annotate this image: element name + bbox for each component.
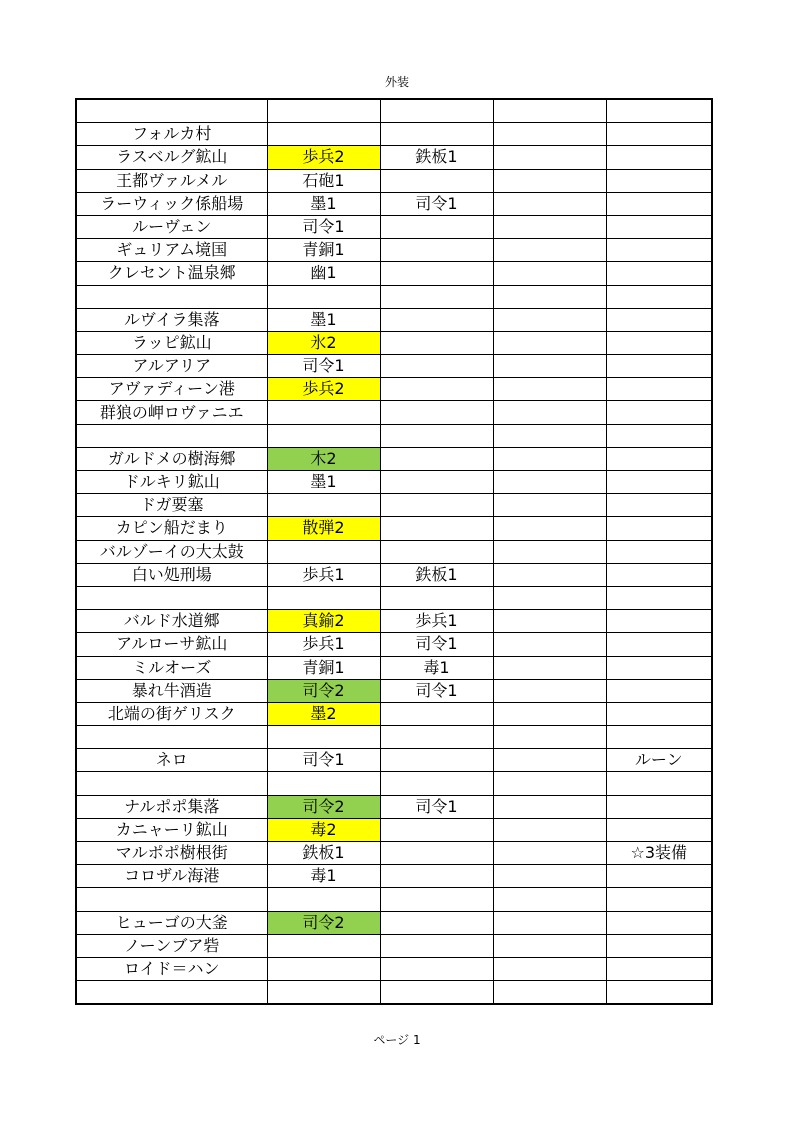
value-cell[interactable] (493, 355, 606, 378)
value-cell[interactable] (380, 401, 493, 424)
value-cell[interactable] (493, 957, 606, 980)
value-cell[interactable] (606, 308, 712, 331)
value-cell[interactable] (493, 865, 606, 888)
table-row (76, 540, 712, 563)
value-cell[interactable]: 司令1 (380, 633, 493, 656)
value-cell[interactable] (606, 447, 712, 470)
table-row (76, 749, 712, 772)
value-cell[interactable] (606, 146, 712, 169)
value-cell[interactable] (606, 192, 712, 215)
value-cell[interactable]: 歩兵1 (267, 563, 380, 586)
location-name-cell[interactable] (76, 285, 267, 308)
value-cell[interactable] (380, 749, 493, 772)
value-cell[interactable] (606, 123, 712, 146)
location-name-cell[interactable] (76, 424, 267, 447)
value-cell[interactable]: 毒1 (380, 656, 493, 679)
value-cell[interactable] (493, 586, 606, 609)
table-row (76, 401, 712, 424)
value-cell[interactable] (493, 818, 606, 841)
table-row (76, 331, 712, 354)
value-cell[interactable] (493, 239, 606, 262)
table-row (76, 981, 712, 1005)
value-cell[interactable] (493, 633, 606, 656)
value-cell[interactable]: 真鍮2 (267, 610, 380, 633)
value-cell[interactable] (380, 818, 493, 841)
table-row (76, 471, 712, 494)
value-cell[interactable] (267, 540, 380, 563)
value-cell[interactable] (493, 192, 606, 215)
value-cell[interactable] (606, 702, 712, 725)
value-cell[interactable] (606, 726, 712, 749)
value-cell[interactable] (493, 285, 606, 308)
table-row (76, 934, 712, 957)
value-cell[interactable]: 木2 (267, 447, 380, 470)
value-cell[interactable] (493, 99, 606, 123)
value-cell[interactable]: 鉄板1 (267, 842, 380, 865)
value-cell[interactable] (606, 169, 712, 192)
value-cell[interactable] (493, 981, 606, 1005)
location-name-cell[interactable]: 王都ヴァルメル (76, 169, 267, 192)
location-name-cell[interactable]: ドガ要塞 (76, 494, 267, 517)
value-cell[interactable] (380, 911, 493, 934)
value-cell[interactable] (380, 285, 493, 308)
value-cell[interactable]: 司令1 (267, 355, 380, 378)
value-cell[interactable] (606, 633, 712, 656)
table-row (76, 656, 712, 679)
value-cell[interactable] (493, 169, 606, 192)
value-cell[interactable] (606, 355, 712, 378)
location-name-cell[interactable]: カピン船だまり (76, 517, 267, 540)
value-cell[interactable] (380, 540, 493, 563)
value-cell[interactable] (606, 888, 712, 911)
value-cell[interactable]: ☆3装備 (606, 842, 712, 865)
value-cell[interactable] (380, 99, 493, 123)
location-name-cell[interactable]: 群狼の岬ロヴァニエ (76, 401, 267, 424)
location-name-cell[interactable]: 北端の街ゲリスク (76, 702, 267, 725)
value-cell[interactable] (493, 842, 606, 865)
value-cell[interactable] (493, 262, 606, 285)
value-cell[interactable] (267, 981, 380, 1005)
value-cell[interactable] (606, 818, 712, 841)
value-cell[interactable] (380, 494, 493, 517)
location-name-cell[interactable] (76, 726, 267, 749)
table-row (76, 726, 712, 749)
value-cell[interactable] (606, 262, 712, 285)
value-cell[interactable]: 司令1 (267, 749, 380, 772)
table-row (76, 610, 712, 633)
location-name-cell[interactable]: ガルドメの樹海郷 (76, 447, 267, 470)
location-name-cell[interactable]: バルゾーイの大太鼓 (76, 540, 267, 563)
table-row (76, 772, 712, 795)
table-row (76, 99, 712, 123)
value-cell[interactable]: 歩兵1 (267, 633, 380, 656)
value-cell[interactable]: 歩兵2 (267, 378, 380, 401)
value-cell[interactable] (606, 656, 712, 679)
location-name-cell[interactable]: ロイド＝ハン (76, 957, 267, 980)
location-name-cell[interactable] (76, 99, 267, 123)
value-cell[interactable]: 司令2 (267, 795, 380, 818)
value-cell[interactable] (267, 957, 380, 980)
value-cell[interactable] (606, 471, 712, 494)
value-cell[interactable]: 鉄板1 (380, 563, 493, 586)
table-row (76, 192, 712, 215)
value-cell[interactable] (493, 308, 606, 331)
value-cell[interactable] (380, 702, 493, 725)
value-cell[interactable] (493, 401, 606, 424)
value-cell[interactable] (493, 934, 606, 957)
value-cell[interactable] (606, 239, 712, 262)
value-cell[interactable]: 墨1 (267, 192, 380, 215)
table-row (76, 494, 712, 517)
value-cell[interactable]: 毒1 (267, 865, 380, 888)
value-cell[interactable]: 青銅1 (267, 239, 380, 262)
table-row (76, 679, 712, 702)
location-name-cell[interactable] (76, 981, 267, 1005)
table-row (76, 586, 712, 609)
value-cell[interactable] (380, 308, 493, 331)
value-cell[interactable]: 歩兵2 (267, 146, 380, 169)
value-cell[interactable] (380, 517, 493, 540)
sheet-title: 外装 (384, 75, 409, 89)
location-name-cell[interactable]: アヴァディーン港 (76, 378, 267, 401)
value-cell[interactable] (493, 424, 606, 447)
location-name-cell[interactable]: バルド水道郷 (76, 610, 267, 633)
value-cell[interactable] (380, 215, 493, 238)
value-cell[interactable]: 墨1 (267, 471, 380, 494)
location-name-cell[interactable]: アルローサ鉱山 (76, 633, 267, 656)
table-row (76, 795, 712, 818)
table-row (76, 146, 712, 169)
value-cell[interactable] (267, 123, 380, 146)
value-cell[interactable] (493, 749, 606, 772)
location-name-cell[interactable]: フォルカ村 (76, 123, 267, 146)
location-name-cell[interactable]: アルアリア (76, 355, 267, 378)
value-cell[interactable] (380, 331, 493, 354)
value-cell[interactable]: ルーン (606, 749, 712, 772)
value-cell[interactable] (493, 911, 606, 934)
value-cell[interactable] (606, 563, 712, 586)
value-cell[interactable] (380, 123, 493, 146)
value-cell[interactable] (380, 934, 493, 957)
location-name-cell[interactable]: クレセント温泉郷 (76, 262, 267, 285)
location-name-cell[interactable]: ネロ (76, 749, 267, 772)
value-cell[interactable] (606, 401, 712, 424)
table-row (76, 123, 712, 146)
table-row (76, 239, 712, 262)
value-cell[interactable]: 散弾2 (267, 517, 380, 540)
table-row (76, 262, 712, 285)
value-cell[interactable] (493, 540, 606, 563)
value-cell[interactable]: 司令1 (267, 215, 380, 238)
location-name-cell[interactable]: ルヴイラ集落 (76, 308, 267, 331)
value-cell[interactable] (380, 726, 493, 749)
value-cell[interactable] (606, 772, 712, 795)
value-cell[interactable] (267, 401, 380, 424)
value-cell[interactable] (606, 331, 712, 354)
table-row (76, 818, 712, 841)
value-cell[interactable] (606, 981, 712, 1005)
value-cell[interactable] (380, 888, 493, 911)
table-row (76, 842, 712, 865)
value-cell[interactable]: 氷2 (267, 331, 380, 354)
value-cell[interactable]: 石砲1 (267, 169, 380, 192)
value-cell[interactable] (267, 285, 380, 308)
value-cell[interactable] (380, 586, 493, 609)
page-footer: ページ 1 (373, 1033, 421, 1047)
value-cell[interactable] (380, 981, 493, 1005)
value-cell[interactable]: 毒2 (267, 818, 380, 841)
location-name-cell[interactable]: コロザル海港 (76, 865, 267, 888)
location-name-cell[interactable]: 白い処刑場 (76, 563, 267, 586)
value-cell[interactable]: 司令1 (380, 795, 493, 818)
value-cell[interactable] (380, 471, 493, 494)
table-row (76, 424, 712, 447)
location-name-cell[interactable]: ヒューゴの大釜 (76, 911, 267, 934)
value-cell[interactable] (493, 123, 606, 146)
value-cell[interactable] (267, 726, 380, 749)
location-name-cell[interactable]: ドルキリ鉱山 (76, 471, 267, 494)
table-row (76, 378, 712, 401)
table-row (76, 888, 712, 911)
value-cell[interactable] (267, 99, 380, 123)
value-cell[interactable]: 司令2 (267, 679, 380, 702)
value-cell[interactable]: 鉄板1 (380, 146, 493, 169)
location-name-cell[interactable]: ラスベルグ鉱山 (76, 146, 267, 169)
value-cell[interactable] (380, 378, 493, 401)
value-cell[interactable] (606, 285, 712, 308)
location-name-cell[interactable]: マルポポ樹根街 (76, 842, 267, 865)
value-cell[interactable] (493, 146, 606, 169)
table-row (76, 285, 712, 308)
value-cell[interactable] (606, 424, 712, 447)
value-cell[interactable] (267, 424, 380, 447)
value-cell[interactable] (380, 239, 493, 262)
value-cell[interactable] (493, 679, 606, 702)
value-cell[interactable] (493, 702, 606, 725)
value-cell[interactable]: 歩兵1 (380, 610, 493, 633)
location-name-cell[interactable]: ギュリアム境国 (76, 239, 267, 262)
value-cell[interactable]: 司令1 (380, 679, 493, 702)
table-row (76, 169, 712, 192)
value-cell[interactable] (267, 494, 380, 517)
value-cell[interactable] (606, 378, 712, 401)
value-cell[interactable] (493, 215, 606, 238)
value-cell[interactable] (606, 934, 712, 957)
value-cell[interactable] (493, 888, 606, 911)
value-cell[interactable] (380, 262, 493, 285)
table-row (76, 957, 712, 980)
table-row (76, 702, 712, 725)
location-name-cell[interactable]: ミルオーズ (76, 656, 267, 679)
value-cell[interactable] (606, 865, 712, 888)
value-cell[interactable] (606, 494, 712, 517)
value-cell[interactable] (493, 610, 606, 633)
value-cell[interactable] (606, 215, 712, 238)
value-cell[interactable] (493, 563, 606, 586)
value-cell[interactable] (267, 934, 380, 957)
value-cell[interactable]: 墨1 (267, 308, 380, 331)
value-cell[interactable] (380, 169, 493, 192)
value-cell[interactable]: 幽1 (267, 262, 380, 285)
value-cell[interactable]: 司令2 (267, 911, 380, 934)
table-row (76, 215, 712, 238)
value-cell[interactable] (267, 772, 380, 795)
value-cell[interactable]: 青銅1 (267, 656, 380, 679)
location-name-cell[interactable] (76, 772, 267, 795)
value-cell[interactable] (493, 795, 606, 818)
location-name-cell[interactable]: カニャーリ鉱山 (76, 818, 267, 841)
value-cell[interactable] (606, 517, 712, 540)
value-cell[interactable] (493, 726, 606, 749)
value-cell[interactable] (606, 586, 712, 609)
value-cell[interactable] (380, 772, 493, 795)
table-row (76, 865, 712, 888)
location-name-cell[interactable] (76, 888, 267, 911)
table-row (76, 447, 712, 470)
value-cell[interactable] (493, 656, 606, 679)
value-cell[interactable] (606, 610, 712, 633)
value-cell[interactable] (380, 424, 493, 447)
value-cell[interactable] (493, 331, 606, 354)
table-row (76, 911, 712, 934)
location-name-cell[interactable]: ラッピ鉱山 (76, 331, 267, 354)
value-cell[interactable] (380, 865, 493, 888)
location-name-cell[interactable] (76, 586, 267, 609)
value-cell[interactable] (606, 911, 712, 934)
value-cell[interactable]: 司令1 (380, 192, 493, 215)
location-name-cell[interactable]: ノーンブア砦 (76, 934, 267, 957)
value-cell[interactable] (493, 447, 606, 470)
value-cell[interactable] (380, 447, 493, 470)
table-row (76, 517, 712, 540)
location-name-cell[interactable]: ラーウィック係船場 (76, 192, 267, 215)
value-cell[interactable] (606, 679, 712, 702)
value-cell[interactable] (606, 795, 712, 818)
value-cell[interactable] (380, 355, 493, 378)
value-cell[interactable] (267, 586, 380, 609)
value-cell[interactable] (493, 378, 606, 401)
location-name-cell[interactable]: 暴れ牛酒造 (76, 679, 267, 702)
value-cell[interactable] (606, 99, 712, 123)
table-row (76, 563, 712, 586)
data-table (75, 98, 713, 1005)
location-name-cell[interactable]: ナルポポ集落 (76, 795, 267, 818)
table-row (76, 633, 712, 656)
value-cell[interactable] (267, 888, 380, 911)
table-row (76, 355, 712, 378)
value-cell[interactable] (606, 540, 712, 563)
value-cell[interactable] (493, 471, 606, 494)
value-cell[interactable] (380, 842, 493, 865)
value-cell[interactable] (493, 494, 606, 517)
location-name-cell[interactable]: ルーヴェン (76, 215, 267, 238)
value-cell[interactable] (606, 957, 712, 980)
table-row (76, 308, 712, 331)
value-cell[interactable] (380, 957, 493, 980)
value-cell[interactable]: 墨2 (267, 702, 380, 725)
value-cell[interactable] (493, 517, 606, 540)
value-cell[interactable] (493, 772, 606, 795)
